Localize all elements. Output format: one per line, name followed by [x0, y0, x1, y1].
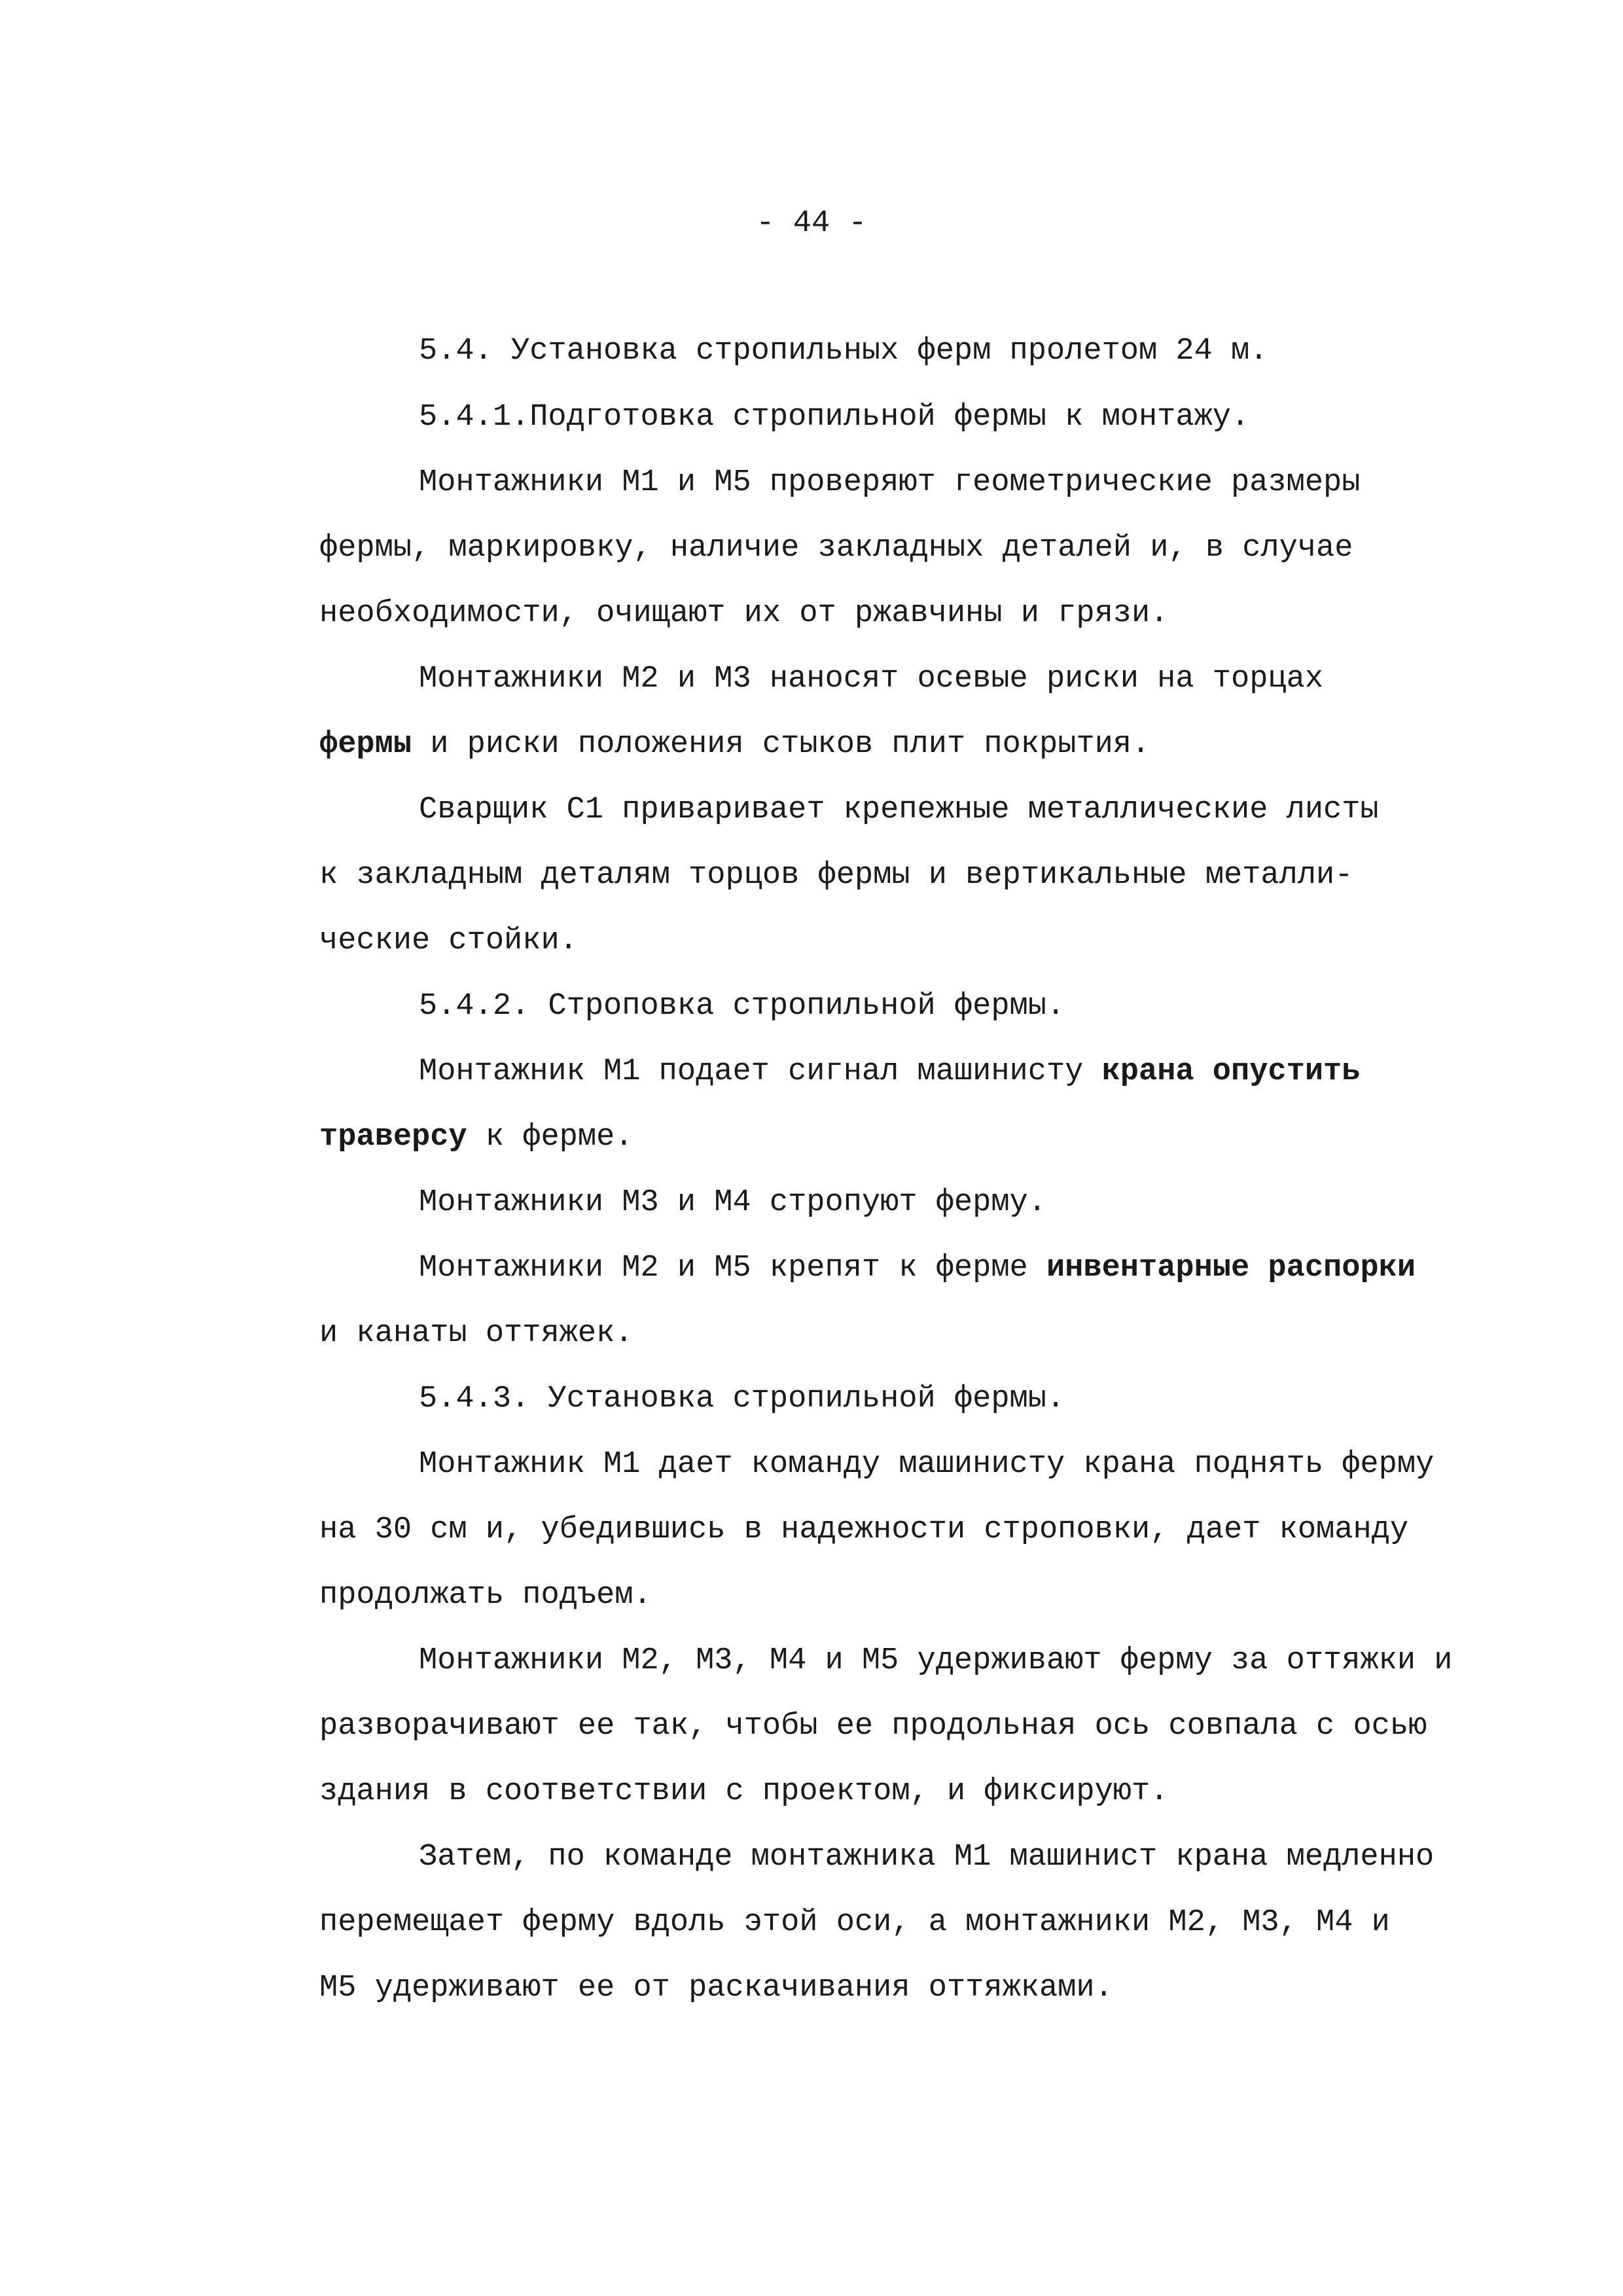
- text-span: к ферме.: [467, 1120, 633, 1155]
- paragraph-line: [419, 1052, 1360, 1092]
- section-heading-5-4: 5.4. Установка стропильных ферм пролетом 24 м.: [419, 334, 1268, 368]
- paragraph-line: фермы, маркировку, наличие закладных деталей и, в случае: [319, 531, 1353, 565]
- paragraph-line: здания в соответствии с проектом, и фиксируют.: [319, 1774, 1169, 1809]
- paragraph-line: Монтажники М2 и М3 наносят осевые риски на торцах: [419, 662, 1324, 696]
- paragraph-line: Монтажники М2, М3, М4 и М5 удерживают ферму за оттяжки и: [419, 1643, 1453, 1678]
- subsection-heading-5-4-1: 5.4.1.Подготовка стропильной фермы к монтажу.: [419, 400, 1250, 435]
- text-span: и риски положения стыков плит покрытия.: [412, 727, 1150, 762]
- paragraph-line: ческие стойки.: [319, 924, 578, 958]
- paragraph-line: и канаты оттяжек.: [319, 1316, 633, 1351]
- bold-text: инвентарные распорки: [1046, 1251, 1416, 1285]
- paragraph-line: [419, 1249, 1416, 1288]
- bold-text: крана опустить: [1101, 1054, 1361, 1089]
- bold-text: траверсу: [319, 1120, 467, 1155]
- paragraph-line: на 30 см и, убедившись в надежности строповки, дает команду: [319, 1513, 1409, 1547]
- paragraph-line: Монтажник М1 дает команду машинисту крана поднять ферму: [419, 1447, 1435, 1482]
- subsection-heading-5-4-2: 5.4.2. Строповка стропильной фермы.: [419, 989, 1065, 1024]
- page-number: - 44 -: [756, 206, 867, 241]
- paragraph-line: [319, 725, 1150, 764]
- paragraph-line: к закладным деталям торцов фермы и вертикальные металли-: [319, 858, 1353, 893]
- paragraph-line: разворачивают ее так, чтобы ее продольная ось совпала с осью: [319, 1709, 1427, 1744]
- paragraph-line: [319, 1118, 633, 1157]
- paragraph-line: необходимости, очищают их от ржавчины и грязи.: [319, 596, 1169, 631]
- paragraph-line: Сварщик С1 приваривает крепежные металлические листы: [419, 793, 1379, 827]
- bold-text: фермы: [319, 727, 412, 762]
- paragraph-line: продолжать подъем.: [319, 1578, 652, 1613]
- subsection-heading-5-4-3: 5.4.3. Установка стропильной фермы.: [419, 1382, 1065, 1416]
- text-span: Монтажник М1 подает сигнал машинисту: [419, 1054, 1102, 1089]
- text-span: Монтажники М2 и М5 крепят к ферме: [419, 1251, 1046, 1285]
- paragraph-line: М5 удерживают ее от раскачивания оттяжками.: [319, 1971, 1113, 2005]
- paragraph-line: Монтажники М1 и М5 проверяют геометрические размеры: [419, 465, 1361, 500]
- paragraph-line: Затем, по команде монтажника М1 машинист крана медленно: [419, 1840, 1435, 1874]
- paragraph-line: Монтажники М3 и М4 стропуют ферму.: [419, 1185, 1046, 1220]
- paragraph-line: перемещает ферму вдоль этой оси, а монтажники М2, М3, М4 и: [319, 1905, 1390, 1940]
